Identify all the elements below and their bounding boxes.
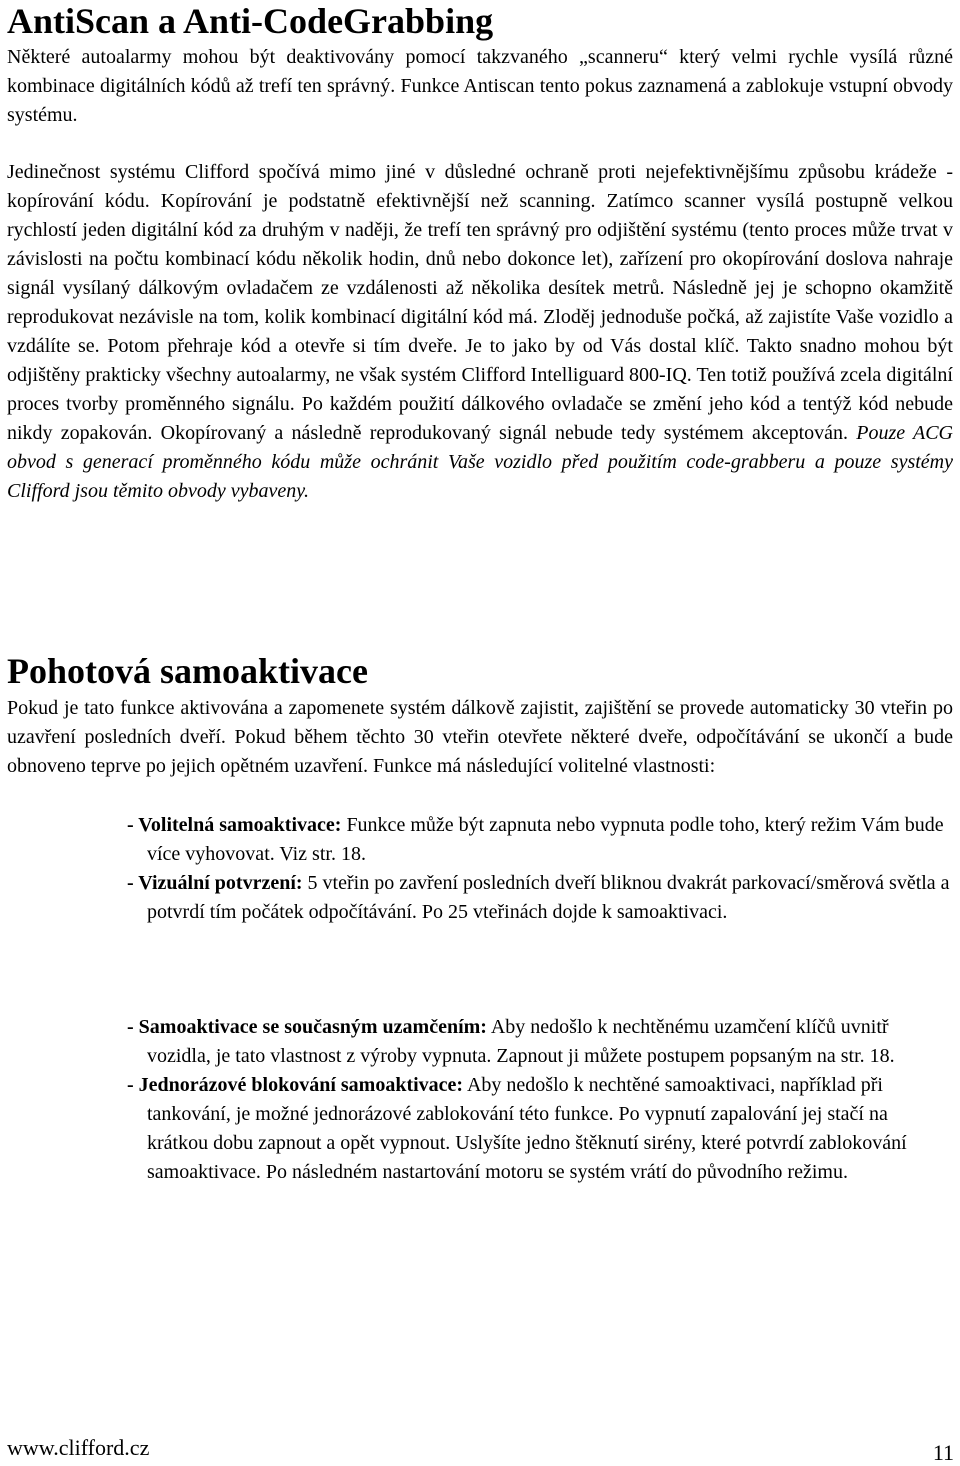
list-item-text: 5 vteřin po zavření posledních dveří bliknou dvakrát parkovací/směrová světla a potvrdí tím počátek odpočítávání. Po 25 vteřinách dojde k samoaktivaci. xyxy=(147,872,950,923)
section-samoaktivace xyxy=(7,650,953,781)
paragraph-scanner-intro: Některé autoalarmy mohou být deaktivovány pomocí takzvaného „scanneru“ který velmi rychle vysílá různé kombinace digitálních kódů až trefí ten správný. Funkce Antiscan tento pokus zaznamená a zablokuje vstupní obvody systému. xyxy=(7,46,953,126)
list-item-text: Funkce může být zapnuta nebo vypnuta podle toho, který režim Vám bude více vyhovovat. Viz str. 18. xyxy=(147,814,944,865)
section-antiscan xyxy=(7,0,953,506)
feature-list-2 xyxy=(67,1013,953,1187)
list-item-text: Aby nedošlo k nechtěnému uzamčení klíčů uvnitř vozidla, je tato vlastnost z výroby vypnuta. Zapnout ji můžete postupem popsaným na str. 18. xyxy=(147,1016,895,1067)
feature-list-1 xyxy=(67,811,953,927)
paragraph-codegrabbing xyxy=(7,158,953,506)
list-item-label: - Jednorázové blokování samoaktivace: xyxy=(127,1074,464,1096)
list-item-label: - Vizuální potvrzení: xyxy=(127,872,303,894)
list-item xyxy=(67,1013,953,1071)
section-title-samoaktivace: Pohotová samoaktivace xyxy=(7,651,368,691)
page-number: 11 xyxy=(932,1440,954,1465)
section-title-antiscan: AntiScan a Anti-CodeGrabbing xyxy=(7,1,494,41)
list-item xyxy=(67,869,953,927)
footer-url: www.clifford.cz xyxy=(7,1435,150,1460)
paragraph-samoaktivace-intro: Pokud je tato funkce aktivována a zapomenete systém dálkově zajistit, zajištění se provede automaticky 30 vteřin po uzavření posledních dveří. Pokud během těchto 30 vteřin otevřete některé dveře, odpočítávání se ukončí a bude obnoveno teprve po jejich opětném uzavření. Funkce má následující volitelné vlastnosti: xyxy=(7,697,953,777)
list-item xyxy=(67,1071,953,1187)
list-item-label: - Samoaktivace se současným uzamčením: xyxy=(127,1016,487,1038)
paragraph-codegrabbing-text: Jedinečnost systému Clifford spočívá mimo jiné v důsledné ochraně proti nejefektivnějšímu způsobu krádeže - kopírování kódu. Kopírování je podstatně efektivnější než scanning. Zatímco scanner vysílá postupně velkou rychlostí jeden digitální kód za druhým v naději, že trefí ten správný pro odjištění systému (tento proces může trvat v závislosti na počtu kombinací kódu několik hodin, dnů nebo dokonce let), zařízení pro okopírování doslova nahraje signál vysílaný dálkovým ovladačem ze vzdálenosti až několika desítek metrů. Následně jej je schopno okamžitě reprodukovat nezávisle na tom, kolik kombinací digitální kód má. Zloděj jednoduše počká, až zajistíte Vaše vozidlo a vzdálíte se. Potom přehraje kód a otevře si tím dveře. Je to jako by od Vás dostal klíč. Takto snadno mohou být odjištěny prakticky všechny autoalarmy, ne však systém Clifford Intelliguard 800-IQ. Ten totiž používá zcela digitální proces tvorby proměnného signálu. Po každém použití dálkového ovladače se změní jeho kód a tentýž kód nebude nikdy zopakován. Okopírovaný a následně reprodukovaný signál nebude tedy systémem akceptován. xyxy=(7,161,953,444)
paragraph-codegrabbing-italic: Pouze ACG obvod s generací proměnného kódu může ochránit Vaše vozidlo před použitím code-grabberu a pouze systémy Clifford jsou těmito obvody vybaveny. xyxy=(7,422,953,502)
list-item-text: Aby nedošlo k nechtěné samoaktivaci, například při tankování, je možné jednorázové zablokování této funkce. Po vypnutí zapalování jej stačí na krátkou dobu zapnout a opět vypnout. Uslyšíte jedno štěknutí sirény, které potvrdí zablokování samoaktivace. Po následném nastartování motoru se systém vrátí do původního režimu. xyxy=(147,1074,907,1183)
list-item-label: - Volitelná samoaktivace: xyxy=(127,814,342,836)
list-item xyxy=(67,811,953,869)
